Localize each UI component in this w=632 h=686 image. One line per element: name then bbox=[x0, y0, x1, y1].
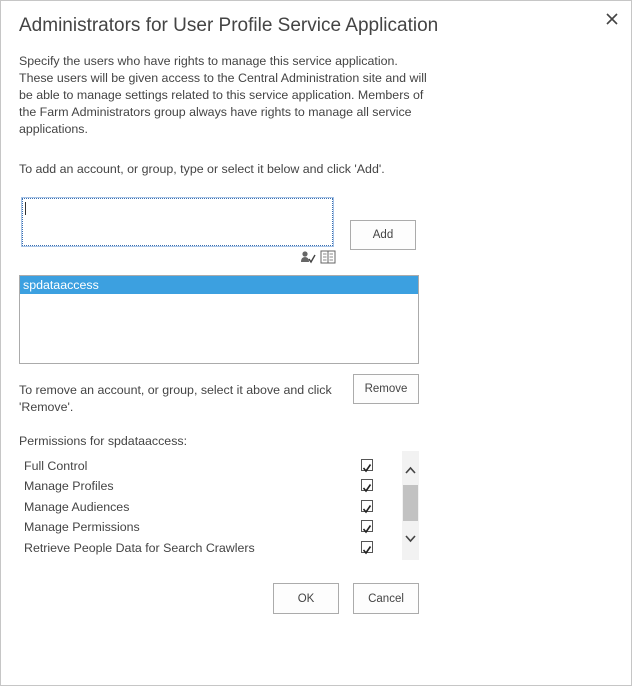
permission-name: Manage Profiles bbox=[24, 479, 114, 494]
permission-row bbox=[19, 517, 403, 537]
permission-name: Retrieve People Data for Search Crawlers bbox=[24, 540, 255, 555]
people-picker-input[interactable] bbox=[23, 199, 332, 245]
cancel-button[interactable]: Cancel bbox=[353, 583, 419, 614]
remove-instruction: To remove an account, or group, select it above and click 'Remove'. bbox=[19, 383, 332, 414]
list-item[interactable]: spdataaccess bbox=[20, 276, 418, 294]
accounts-listbox[interactable] bbox=[19, 275, 419, 364]
permission-row bbox=[19, 456, 403, 476]
permission-checkbox[interactable] bbox=[361, 459, 373, 471]
permission-row bbox=[19, 497, 403, 517]
picker-icons bbox=[300, 250, 336, 264]
permissions-list bbox=[19, 456, 403, 560]
permission-name: Manage Permissions bbox=[24, 520, 140, 535]
scrollbar-thumb[interactable] bbox=[403, 485, 418, 521]
permission-checkbox[interactable] bbox=[361, 541, 373, 553]
text-caret bbox=[25, 202, 26, 215]
permissions-scrollbar[interactable] bbox=[402, 451, 419, 560]
permission-checkbox[interactable] bbox=[361, 479, 373, 491]
permissions-label: Permissions for spdataaccess: bbox=[19, 434, 188, 448]
add-instruction: To add an account, or group, type or select it below and click 'Add'. bbox=[19, 162, 385, 176]
scroll-down-icon[interactable] bbox=[402, 530, 419, 546]
remove-button[interactable]: Remove bbox=[353, 374, 419, 404]
check-names-icon[interactable] bbox=[300, 250, 316, 264]
description-text: Specify the users who have rights to manage this service application. These users will be given access to the Central Administration site and will be able to manage settings related to this service application. Members of the Farm Administrators group always have rights to manage all service applications. bbox=[19, 54, 427, 136]
permission-checkbox[interactable] bbox=[361, 500, 373, 512]
permission-checkbox[interactable] bbox=[361, 520, 373, 532]
permission-row bbox=[19, 476, 403, 496]
permission-name: Full Control bbox=[24, 459, 88, 473]
scroll-up-icon[interactable] bbox=[402, 463, 419, 479]
address-book-icon[interactable] bbox=[320, 250, 336, 264]
add-button[interactable]: Add bbox=[350, 220, 416, 250]
dialog-title: Administrators for User Profile Service Application bbox=[19, 15, 439, 36]
permission-row bbox=[19, 538, 403, 558]
permission-name: Manage Audiences bbox=[24, 499, 130, 514]
ok-button[interactable]: OK bbox=[273, 583, 339, 614]
people-picker-input-box[interactable] bbox=[22, 198, 333, 246]
close-icon[interactable] bbox=[603, 10, 621, 28]
